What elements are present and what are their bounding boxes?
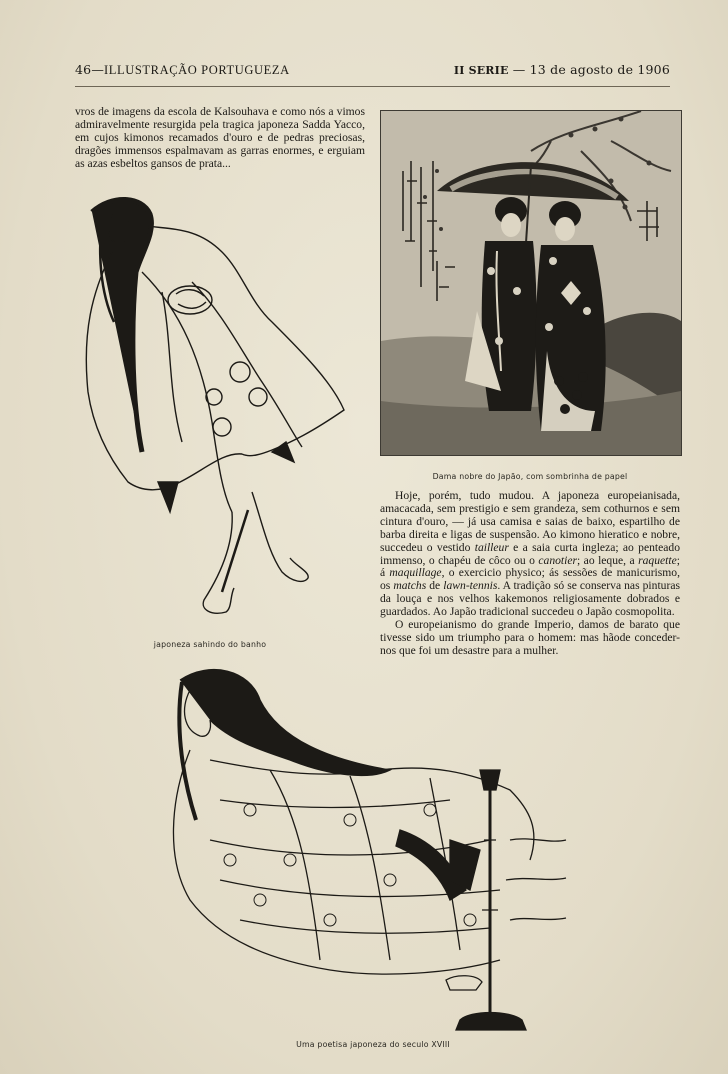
illustration-poetess	[150, 660, 570, 1040]
p1-part-b: e a saia curta ingleza; ao penteado immenso, o chapéu de côco ou o	[380, 540, 681, 567]
p1-part-g: . A tradição só se conserva nas pinturas da louça e nos velhos kakemonos religiosamente dobrados e guardados. Ao Japão tradicional succedeu o Japão cosmopolita.	[380, 579, 680, 619]
print-drawing	[381, 111, 681, 455]
paragraph-right-2: O europeianismo do grande Imperio, damos de barato que tivesse sido um triumpho para o homem: mas hãode conceder-nos que foi um desastre para a mulher.	[380, 618, 680, 657]
p1-part-e: , o exercicio physico; ás sessões de manicurismo, os	[380, 566, 681, 593]
series-label: II SERIE	[453, 64, 509, 77]
p1-part-d: ; á	[380, 553, 680, 580]
header-rule	[75, 86, 670, 87]
p1-canotier: canotier	[538, 553, 578, 567]
header-right	[454, 62, 670, 77]
caption-poetess: Uma poetisa japoneza do seculo XVIII	[296, 1040, 450, 1049]
p1-tailleur: tailleur	[474, 540, 509, 554]
column-top-left	[75, 106, 365, 171]
header-dash: —	[91, 62, 105, 77]
publication-title: ILLUSTRAÇÃO PORTUGUEZA	[104, 63, 290, 77]
caption-print: Dama nobre do Japão, com sombrinha de papel	[432, 472, 628, 481]
p1-part-a: Hoje, porém, tudo mudou. A japoneza europeianisada, amacacada, sem prestigio e sem grandeza, sem cothurnos e sem cintura d'ouro, — já usa camisa e saias de baixo, espartilho de barba direita e ligas de suspensão. Ao kimono hieratico e nobre, succedeu o vestido	[380, 489, 680, 554]
paragraph-top-left: vros de imagens da escola de Kalsouhava e como nós a vimos admiravelmente resurgida pela tragica japoneza Sadda Yacco, em cujos kimonos recamados d'ouro e de pedras preciosas, dragões immensos espalmavam as garras enormes, e erguiam as azas esbeltos gansos de prata...	[75, 105, 365, 170]
header-left	[75, 62, 290, 78]
poetess-drawing	[150, 660, 570, 1040]
caption-bath: japoneza sahindo do banho	[153, 640, 267, 649]
page-number: 46	[75, 62, 92, 77]
p1-raquette: raquette	[638, 553, 677, 567]
p1-matchs: matchs	[393, 579, 427, 593]
p1-part-c: ; ao leque, a	[577, 553, 639, 567]
paragraph-right-1	[380, 490, 680, 619]
woodblock-print	[380, 110, 682, 456]
illustration-bath	[72, 192, 352, 632]
p1-part-f: de	[426, 579, 444, 593]
bath-drawing	[72, 192, 352, 632]
p1-lawn-tennis: lawn-tennis	[443, 579, 498, 593]
page-header	[75, 62, 670, 82]
column-right	[380, 490, 680, 658]
issue-date: — 13 de agosto de 1906	[512, 62, 670, 77]
p1-maquillage: maquillage	[389, 566, 442, 580]
